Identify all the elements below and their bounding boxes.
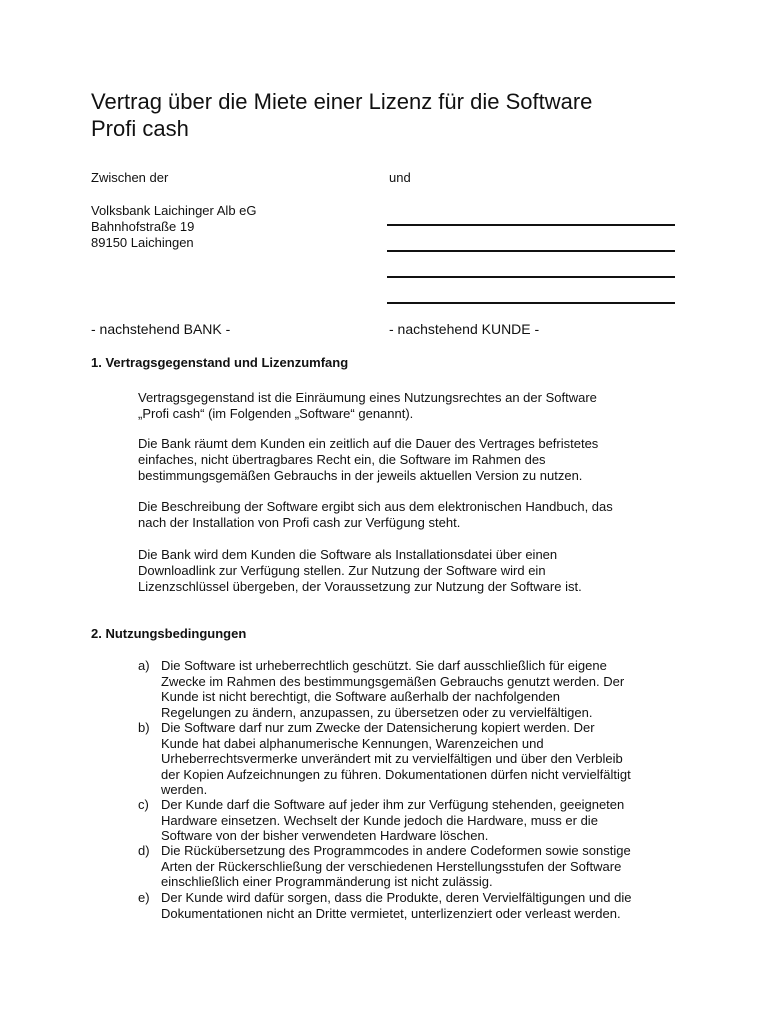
customer-designation: - nachstehend KUNDE - (389, 321, 540, 337)
bank-name: Volksbank Laichinger Alb eG (91, 203, 257, 218)
and-label: und (389, 170, 411, 185)
text-line: einfaches, nicht übertragbares Recht ein, die Software im Rahmen des (138, 452, 546, 467)
title-line-2: Profi cash (91, 116, 189, 141)
bank-street: Bahnhofstraße 19 (91, 219, 195, 234)
text-line: Zwecke im Rahmen des bestimmungsgemäßen Gebrauchs genutzt werden. Der (161, 673, 625, 689)
text-line: Vertragsgegenstand ist die Einräumung eines Nutzungsrechtes an der Software (138, 390, 597, 405)
list-item-label: d) (138, 843, 150, 858)
text-line: Der Kunde darf die Software auf jeder ihm zur Verfügung stehenden, geeigneten (161, 797, 625, 812)
list-item-text (161, 797, 691, 844)
text-line: Die Bank räumt dem Kunden ein zeitlich auf die Dauer des Vertrages befristetes (138, 436, 599, 451)
list-item-label: c) (138, 797, 149, 812)
customer-line-1 (387, 224, 675, 226)
customer-line-4 (387, 302, 675, 304)
text-line: Der Kunde wird dafür sorgen, dass die Produkte, deren Vervielfältigungen und die (161, 890, 632, 905)
list-item-text (161, 720, 691, 798)
text-line: Urheberrechtsvermerke unverändert mit zu vervielfältigen und über den Verbleib (161, 751, 623, 767)
text-line: Die Beschreibung der Software ergibt sich aus dem elektronischen Handbuch, das (138, 499, 613, 514)
text-line: Die Rückübersetzung des Programmcodes in andere Codeformen sowie sonstige (161, 843, 631, 858)
list-item-text (161, 890, 691, 921)
text-line: werden. (161, 782, 208, 798)
text-line: bestimmungsgemäßen Gebrauchs in der jeweils aktuellen Version zu nutzen. (138, 468, 583, 483)
text-line: Software von der bisher verwendeten Hardware löschen. (161, 828, 489, 844)
section-1-paragraph-2 (138, 436, 698, 484)
text-line: Regelungen zu ändern, anzupassen, zu übersetzen oder zu vervielfältigen. (161, 704, 593, 720)
text-line: Arten der Rückerschließung der verschiedenen Herstellungsstufen der Software (161, 858, 622, 874)
customer-line-2 (387, 250, 675, 252)
list-item-label: e) (138, 890, 150, 905)
text-line: Die Software darf nur zum Zwecke der Datensicherung kopiert werden. Der (161, 720, 595, 735)
text-line: Dokumentationen nicht an Dritte vermietet, unterlizenziert oder verleast werden. (161, 905, 621, 921)
text-line: „Profi cash“ (im Folgenden „Software“ genannt). (138, 406, 414, 421)
document-title (91, 88, 711, 142)
list-item-label: a) (138, 658, 150, 673)
text-line: einschließlich einer Programmänderung ist nicht zulässig. (161, 874, 493, 890)
list-item-text (161, 658, 691, 720)
text-line: Downloadlink zur Verfügung stellen. Zur Nutzung der Software wird ein (138, 563, 546, 578)
section-1-paragraph-4 (138, 547, 698, 595)
text-line: der Kopien Aufzeichnungen zu führen. Dokumentationen dürfen nicht vervielfältigt (161, 766, 631, 782)
text-line: nach der Installation von Profi cash zur Verfügung steht. (138, 515, 461, 530)
list-item-text (161, 843, 691, 890)
section-1-paragraph-3 (138, 499, 698, 531)
section-2-heading: 2. Nutzungsbedingungen (91, 626, 247, 641)
section-1-paragraph-1 (138, 390, 698, 422)
text-line: Kunde hat dabei alphanumerische Kennungen, Warenzeichen und (161, 735, 544, 751)
between-label: Zwischen der (91, 170, 169, 185)
title-line-1: Vertrag über die Miete einer Lizenz für die Software (91, 89, 593, 114)
section-1-heading: 1. Vertragsgegenstand und Lizenzumfang (91, 355, 349, 370)
text-line: Die Software ist urheberrechtlich geschützt. Sie darf ausschließlich für eigene (161, 658, 607, 673)
list-item-label: b) (138, 720, 150, 735)
text-line: Lizenzschlüssel übergeben, der Voraussetzung zur Nutzung der Software ist. (138, 579, 582, 594)
text-line: Kunde ist nicht berechtigt, die Software außerhalb der nachfolgenden (161, 689, 560, 705)
customer-line-3 (387, 276, 675, 278)
text-line: Die Bank wird dem Kunden die Software als Installationsdatei über einen (138, 547, 558, 562)
bank-designation: - nachstehend BANK - (91, 321, 231, 337)
bank-city: 89150 Laichingen (91, 235, 194, 250)
text-line: Hardware einsetzen. Wechselt der Kunde jedoch die Hardware, muss er die (161, 812, 598, 828)
